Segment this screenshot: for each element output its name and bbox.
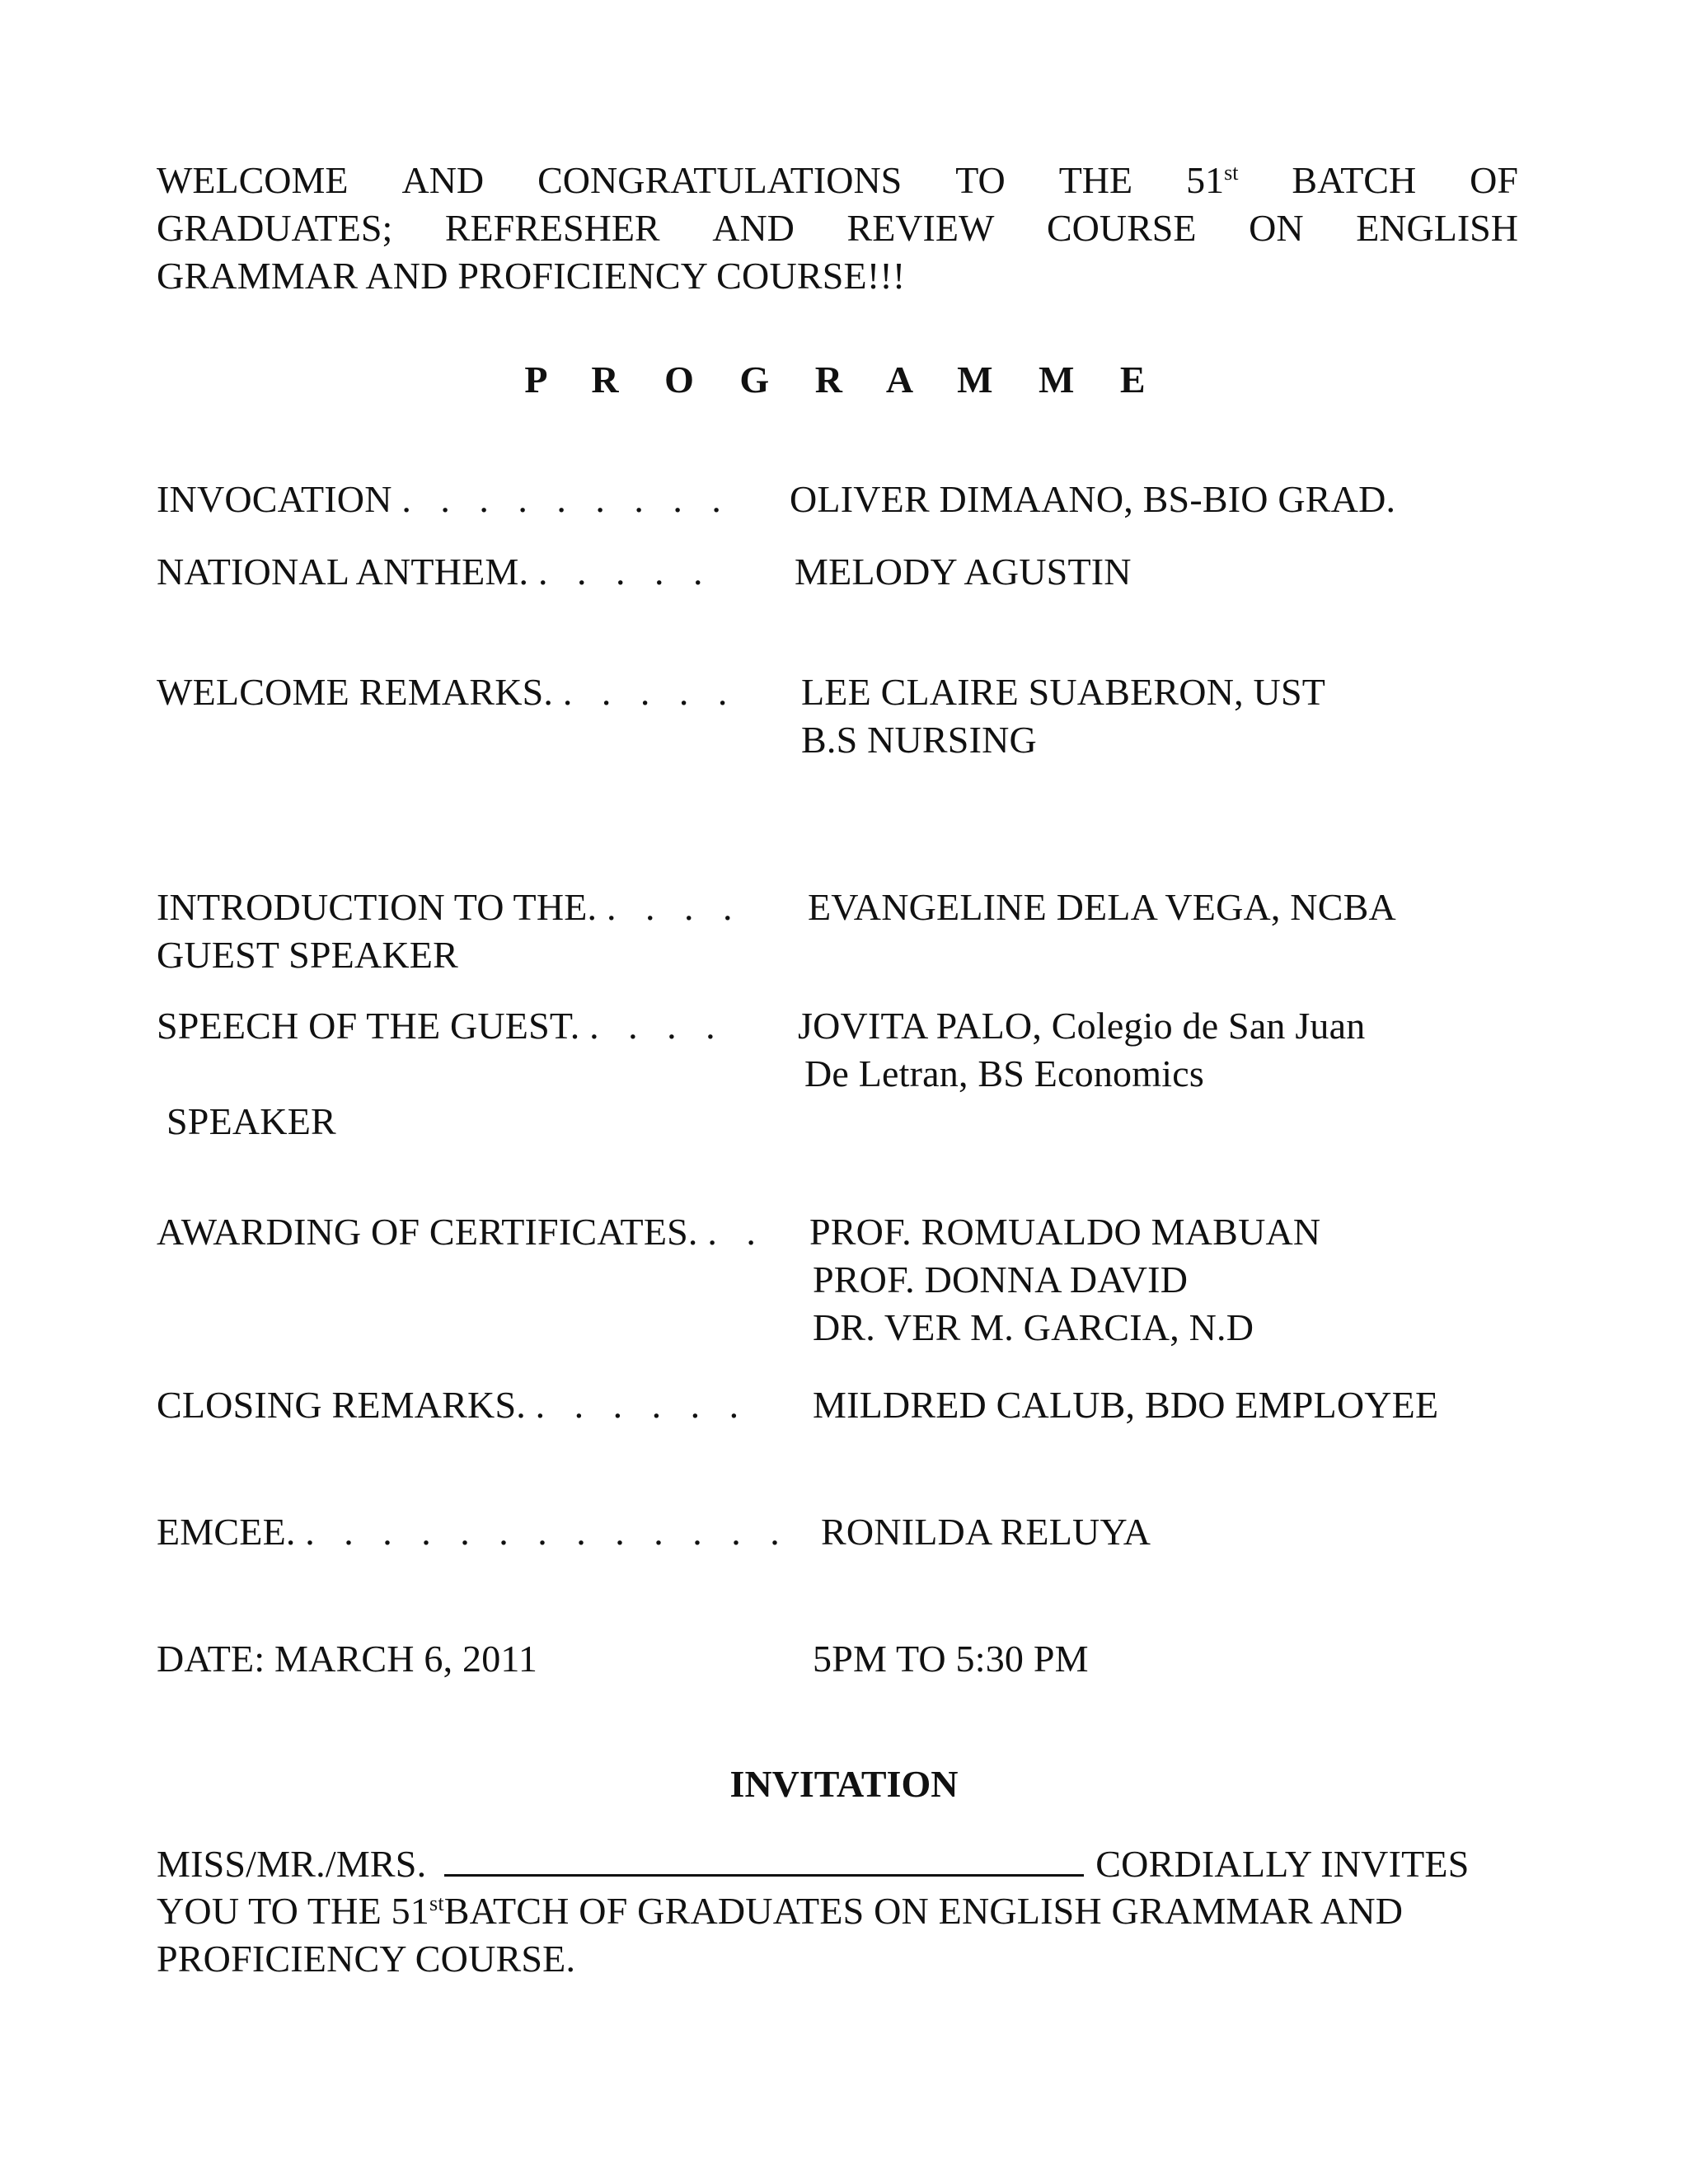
leader-dots: . . xyxy=(707,1211,766,1253)
emcee-value: RONILDA RELUYA xyxy=(821,1511,1151,1553)
closing-value: MILDRED CALUB, BDO EMPLOYEE xyxy=(813,1384,1439,1426)
invitation-title: INVITATION xyxy=(729,1763,959,1805)
introduction-label: INTRODUCTION TO THE. . . . . xyxy=(157,886,743,928)
ordinal-suffix: st xyxy=(429,1891,444,1915)
awarding-label: AWARDING OF CERTIFICATES. . . xyxy=(157,1211,766,1253)
invocation-label: INVOCATION . . . . . . . . . xyxy=(157,478,731,520)
welcome-word: AND xyxy=(712,207,795,249)
welcome-line-3: GRAMMAR AND PROFICIENCY COURSE!!! xyxy=(157,255,906,297)
leader-dots: . . . . . . . . . . . . . xyxy=(305,1511,790,1553)
introduction-label-2: GUEST SPEAKER xyxy=(157,934,458,976)
speech-value-2: De Letran, BS Economics xyxy=(804,1052,1204,1094)
welcome-word: REVIEW xyxy=(846,207,995,249)
programme-title: P R O G R A M M E xyxy=(524,359,1164,401)
welcome-word: BATCH xyxy=(1292,159,1417,201)
leader-dots: . . . . . . xyxy=(535,1384,749,1426)
ordinal-suffix: st xyxy=(1224,161,1239,185)
welcome-word: OF xyxy=(1470,159,1518,201)
welcome-remarks-value-2: B.S NURSING xyxy=(801,719,1037,761)
emcee-label: EMCEE. . . . . . . . . . . . . . xyxy=(157,1511,790,1553)
welcome-word: THE xyxy=(1058,159,1133,201)
welcome-word: COURSE xyxy=(1047,207,1197,249)
batch-number: 51st xyxy=(1186,159,1239,201)
welcome-word: CONGRATULATIONS xyxy=(537,159,903,201)
leader-dots: . . . . xyxy=(606,886,743,928)
speech-label-2: SPEAKER xyxy=(166,1100,336,1142)
welcome-word: TO xyxy=(955,159,1006,201)
awarding-value-3: DR. VER M. GARCIA, N.D xyxy=(813,1306,1254,1348)
welcome-remarks-label: WELCOME REMARKS. . . . . . xyxy=(157,671,738,713)
leader-dots: . . . . . xyxy=(537,551,713,593)
date-label: DATE: MARCH 6, 2011 xyxy=(157,1638,538,1680)
awarding-value: PROF. ROMUALDO MABUAN xyxy=(809,1211,1321,1253)
leader-dots: . . . . xyxy=(589,1005,725,1047)
welcome-line-1 xyxy=(157,159,1518,201)
welcome-word: ENGLISH xyxy=(1356,207,1518,249)
welcome-word: WELCOME xyxy=(157,159,349,201)
speech-label: SPEECH OF THE GUEST. . . . . xyxy=(157,1005,725,1047)
welcome-line-2 xyxy=(157,209,1518,247)
leader-dots: . . . . . xyxy=(562,671,738,713)
time-value: 5PM TO 5:30 PM xyxy=(813,1638,1089,1680)
invitation-line-2: YOU TO THE 51stBATCH OF GRADUATES ON ENGLISH GRAMMAR AND xyxy=(157,1890,1404,1932)
leader-dots: . . . . . . . . . xyxy=(401,478,731,520)
name-blank-line[interactable] xyxy=(444,1844,1084,1877)
anthem-value: MELODY AGUSTIN xyxy=(795,551,1132,593)
welcome-remarks-value: LEE CLAIRE SUABERON, UST xyxy=(801,671,1326,713)
welcome-word: ON xyxy=(1249,207,1304,249)
awarding-value-2: PROF. DONNA DAVID xyxy=(813,1258,1189,1301)
welcome-word: REFRESHER xyxy=(444,207,660,249)
welcome-word: GRADUATES; xyxy=(157,207,393,249)
closing-label: CLOSING REMARKS. . . . . . . xyxy=(157,1384,749,1426)
speech-value: JOVITA PALO, Colegio de San Juan xyxy=(798,1005,1366,1047)
introduction-value: EVANGELINE DELA VEGA, NCBA xyxy=(808,886,1396,928)
anthem-label: NATIONAL ANTHEM. . . . . . xyxy=(157,551,713,593)
invocation-value: OLIVER DIMAANO, BS-BIO GRAD. xyxy=(790,478,1396,520)
welcome-word: AND xyxy=(401,159,485,201)
invitation-line-1: MISS/MR./MRS. CORDIALLY INVITES xyxy=(157,1843,1470,1885)
invitation-line-3: PROFICIENCY COURSE. xyxy=(157,1938,576,1980)
